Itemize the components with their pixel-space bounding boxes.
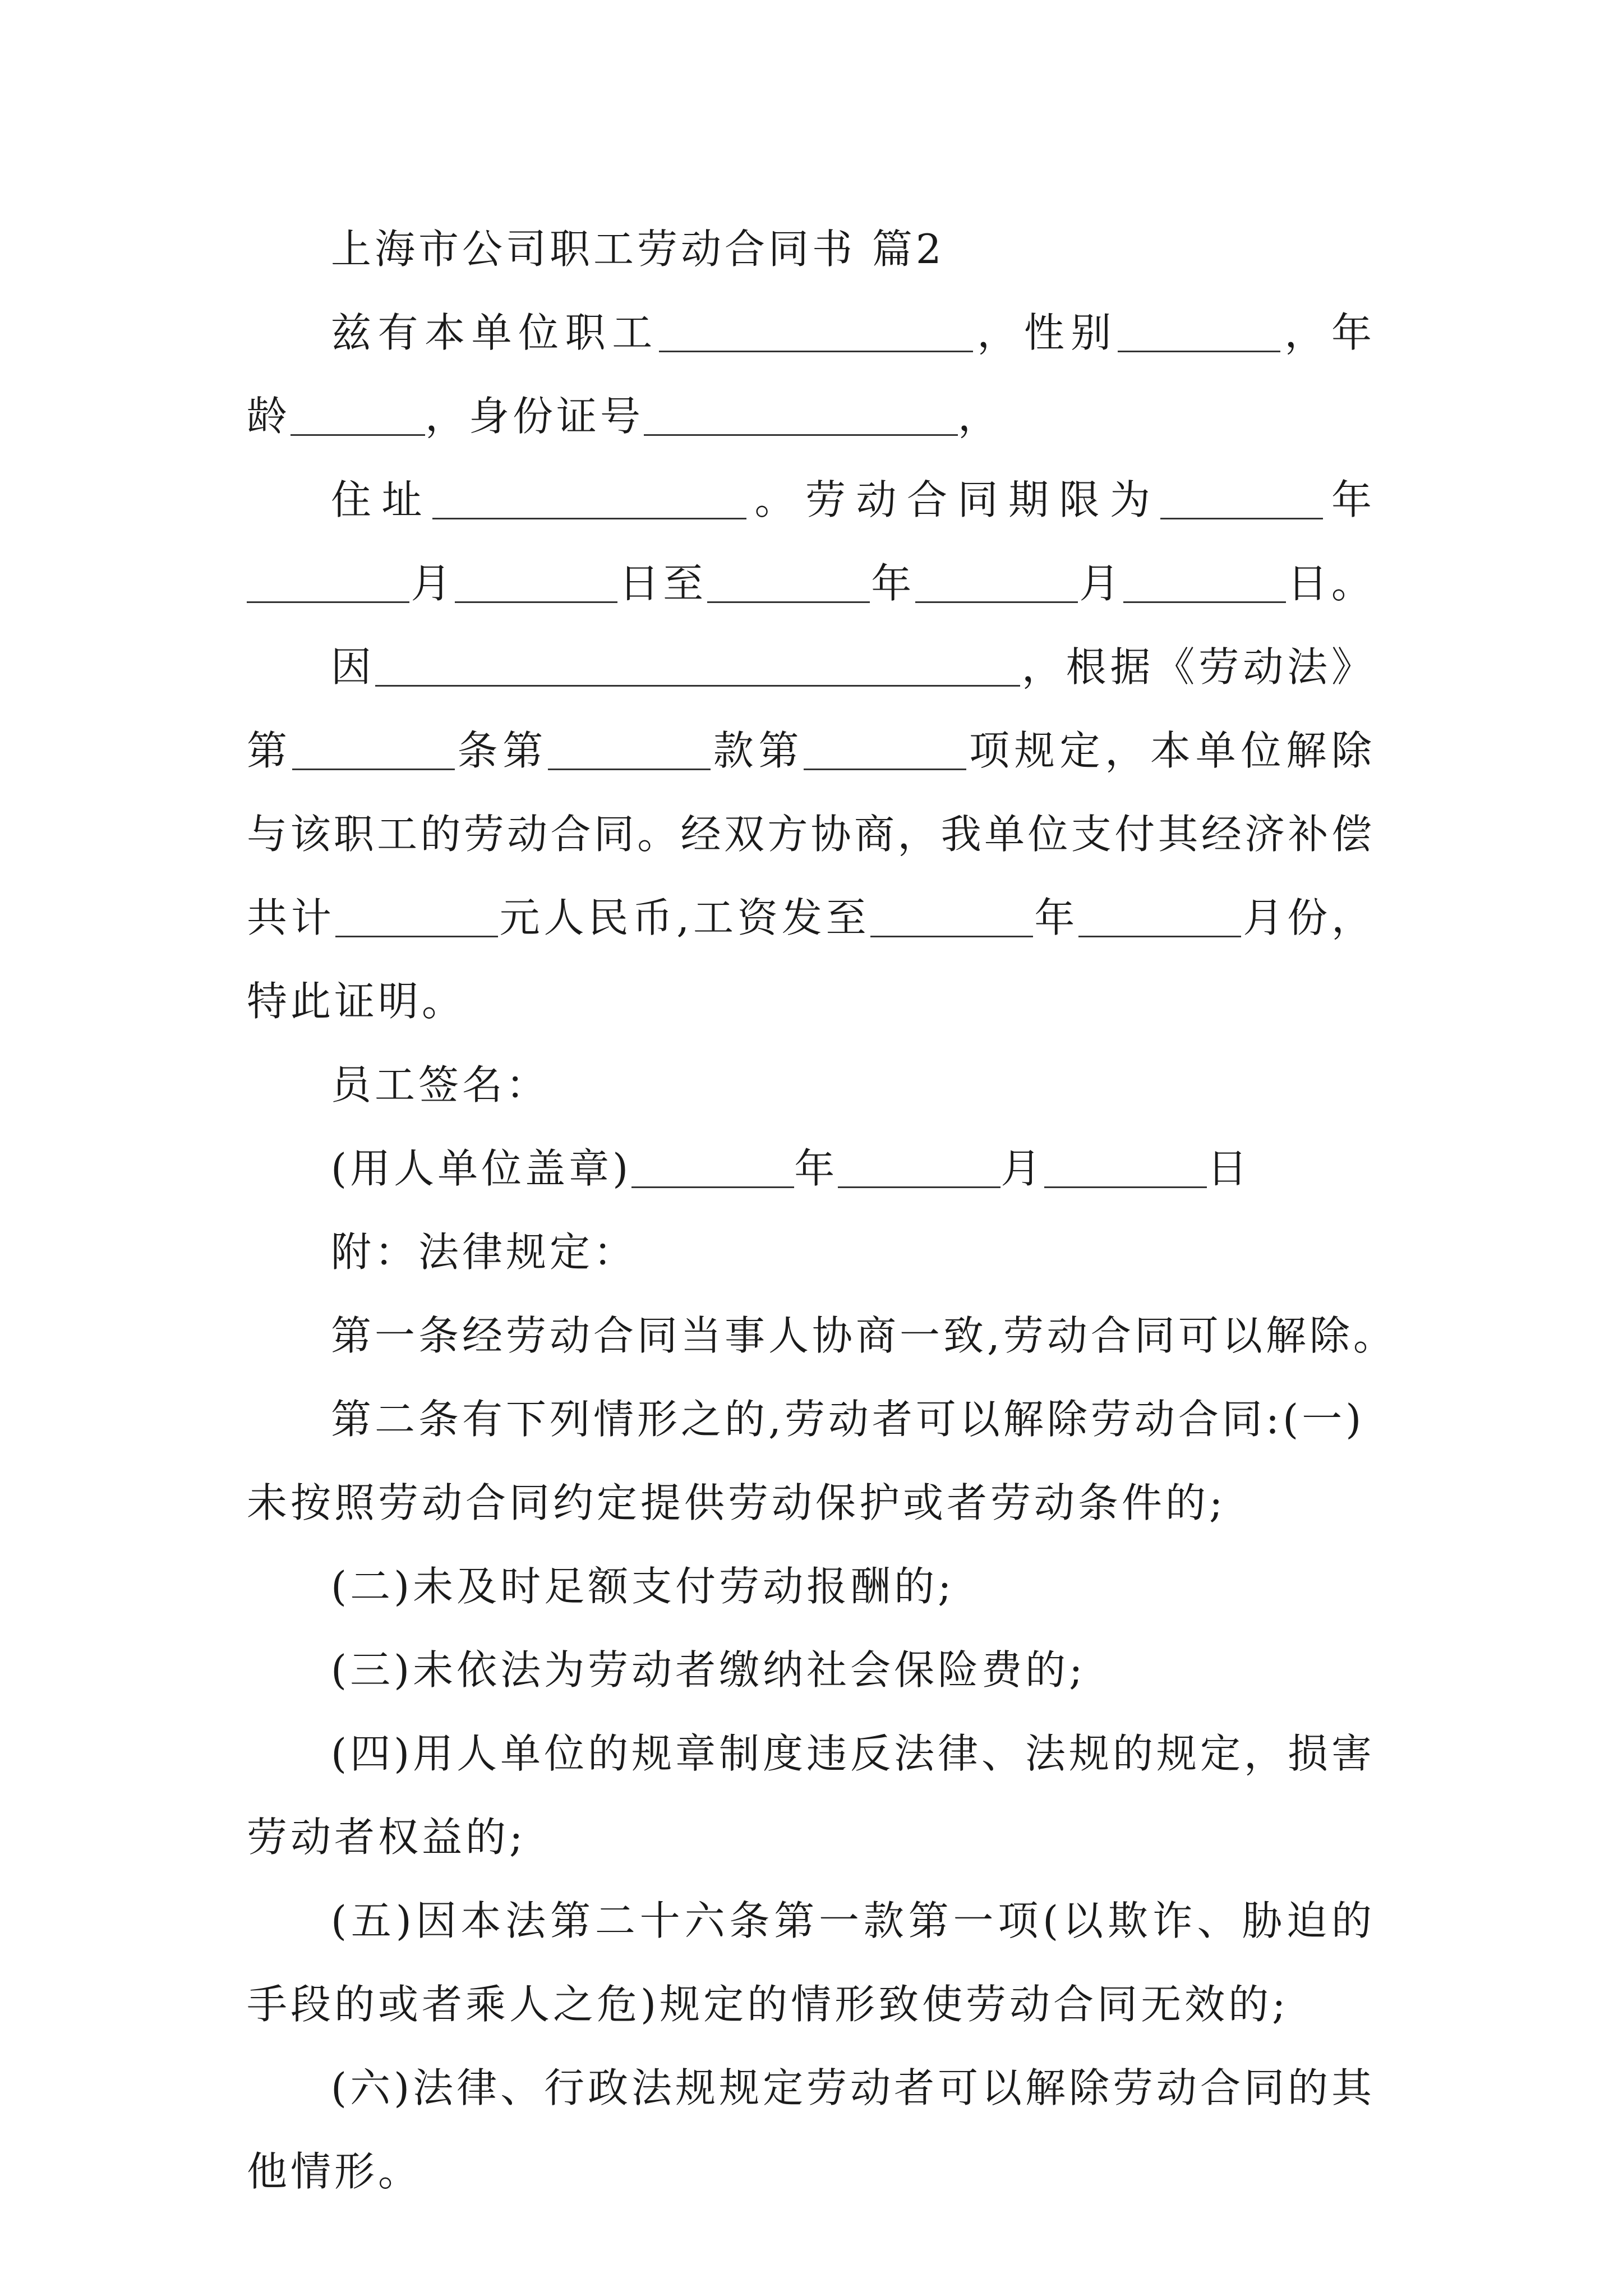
paragraph-line <box>247 960 1374 1043</box>
text-fragment: (用人单位盖章) <box>331 1145 632 1192</box>
company-seal-line <box>247 1127 1374 1211</box>
text-fragment: 日。 <box>1285 560 1374 607</box>
text-fragment: 日至 <box>617 560 707 607</box>
text-fragment: 第一条经劳动合同当事人协商一致,劳动合同可以解除。 <box>331 1312 1397 1359</box>
text-fragment: 第二条有下列情形之的,劳动者可以解除劳动合同:(一) <box>331 1396 1365 1443</box>
paragraph-line <box>247 291 1374 375</box>
paragraph-line <box>247 1879 1374 1963</box>
text-fragment: 项规定，本单位解除 <box>966 727 1374 774</box>
text-fragment: 劳动者权益的; <box>247 1814 527 1861</box>
paragraph-line <box>247 1628 1374 1712</box>
gender-blank <box>1118 310 1280 352</box>
day-blank <box>1123 561 1286 603</box>
appendix-heading <box>247 1211 1374 1294</box>
text-fragment: (五)因本法第二十六条第一款第一项(以欺诈、胁迫的 <box>331 1897 1374 1944</box>
text-fragment: 年 <box>869 560 915 607</box>
text-fragment: 未按照劳动合同约定提供劳动保护或者劳动条件的; <box>247 1479 1227 1526</box>
paragraph-line <box>247 1796 1374 1879</box>
text-fragment: (六)法律、行政法规规定劳动者可以解除劳动合同的其 <box>331 2064 1374 2111</box>
text-fragment: 。劳动合同期限为 <box>746 476 1161 523</box>
text-fragment: (四)用人单位的规章制度违反法律、法规的规定，损害 <box>331 1730 1374 1777</box>
text-fragment: 元人民币,工资发至 <box>497 894 870 941</box>
day-blank <box>455 561 617 603</box>
text-fragment: 龄 <box>247 393 291 440</box>
text-fragment: 住址 <box>331 476 432 523</box>
text-fragment: 日 <box>1207 1145 1251 1192</box>
paragraph-line <box>247 2130 1374 2214</box>
day-blank <box>1044 1146 1207 1188</box>
reason-blank <box>375 645 1020 687</box>
text-fragment: 年 <box>794 1145 838 1192</box>
paragraph-line <box>247 458 1374 542</box>
paragraph-line <box>247 1294 1397 1378</box>
text-fragment: ， <box>958 393 1002 440</box>
text-fragment: ，身份证号 <box>425 393 644 440</box>
document-title <box>247 208 1374 291</box>
text-fragment: 附：法律规定： <box>331 1228 638 1276</box>
text-fragment: 共计 <box>247 894 335 941</box>
month-blank <box>915 561 1078 603</box>
paragraph-line <box>247 876 1374 960</box>
text-fragment: 因 <box>331 643 375 691</box>
month-blank <box>1078 895 1241 937</box>
employee-signature-line <box>247 1043 1374 1127</box>
text-fragment: 月 <box>1077 560 1123 607</box>
text-fragment: 第 <box>247 727 292 774</box>
month-blank <box>838 1146 1000 1188</box>
text-fragment: 年 <box>1032 894 1079 941</box>
paragraph-line <box>247 1712 1374 1796</box>
text-fragment: 月 <box>1000 1145 1045 1192</box>
item-blank <box>804 728 966 770</box>
paragraph-line <box>247 2046 1374 2130</box>
name-blank <box>659 310 973 352</box>
text-fragment: (三)未依法为劳动者缴纳社会保险费的; <box>331 1646 1086 1694</box>
id-number-blank <box>644 394 958 436</box>
text-fragment: 月份， <box>1241 894 1374 941</box>
year-blank <box>870 895 1033 937</box>
paragraph-line <box>247 1545 1374 1628</box>
address-blank <box>432 477 746 519</box>
title-text: 上海市公司职工劳动合同书 篇2 <box>331 226 945 273</box>
text-fragment: 与该职工的劳动合同。经双方协商，我单位支付其经济补偿 <box>247 811 1374 858</box>
text-fragment: 条第 <box>454 727 548 774</box>
text-fragment: 手段的或者乘人之危)规定的情形致使劳动合同无效的; <box>247 1981 1289 2028</box>
text-fragment: (二)未及时足额支付劳动报酬的; <box>331 1563 955 1610</box>
document-body <box>247 208 1397 2214</box>
paragraph-line <box>247 709 1374 793</box>
text-fragment: ，性别 <box>972 309 1118 356</box>
paragraph-line <box>247 375 1374 458</box>
age-blank <box>291 394 425 436</box>
text-fragment: 年 <box>1323 476 1374 523</box>
paragraph-line <box>247 1461 1374 1545</box>
text-fragment: ，根据《劳动法》 <box>1020 643 1374 691</box>
year-blank <box>631 1146 794 1188</box>
paragraph-line <box>247 625 1374 709</box>
article-blank <box>292 728 455 770</box>
paragraph-line <box>247 1963 1374 2046</box>
text-fragment: ，年 <box>1280 309 1374 356</box>
text-fragment: 月 <box>409 560 455 607</box>
year-blank <box>707 561 870 603</box>
text-fragment: 他情形。 <box>247 2148 422 2195</box>
amount-blank <box>335 895 498 937</box>
text-fragment: 特此证明。 <box>247 978 466 1025</box>
text-fragment: 款第 <box>711 727 804 774</box>
month-blank <box>247 561 409 603</box>
text-fragment: 员工签名： <box>331 1061 550 1108</box>
paragraph-line <box>247 1378 1374 1461</box>
paragraph-line <box>247 793 1374 876</box>
clause-blank <box>548 728 711 770</box>
text-fragment: 兹有本单位职工 <box>331 309 659 356</box>
year-blank <box>1160 477 1323 519</box>
paragraph-line <box>247 542 1374 625</box>
